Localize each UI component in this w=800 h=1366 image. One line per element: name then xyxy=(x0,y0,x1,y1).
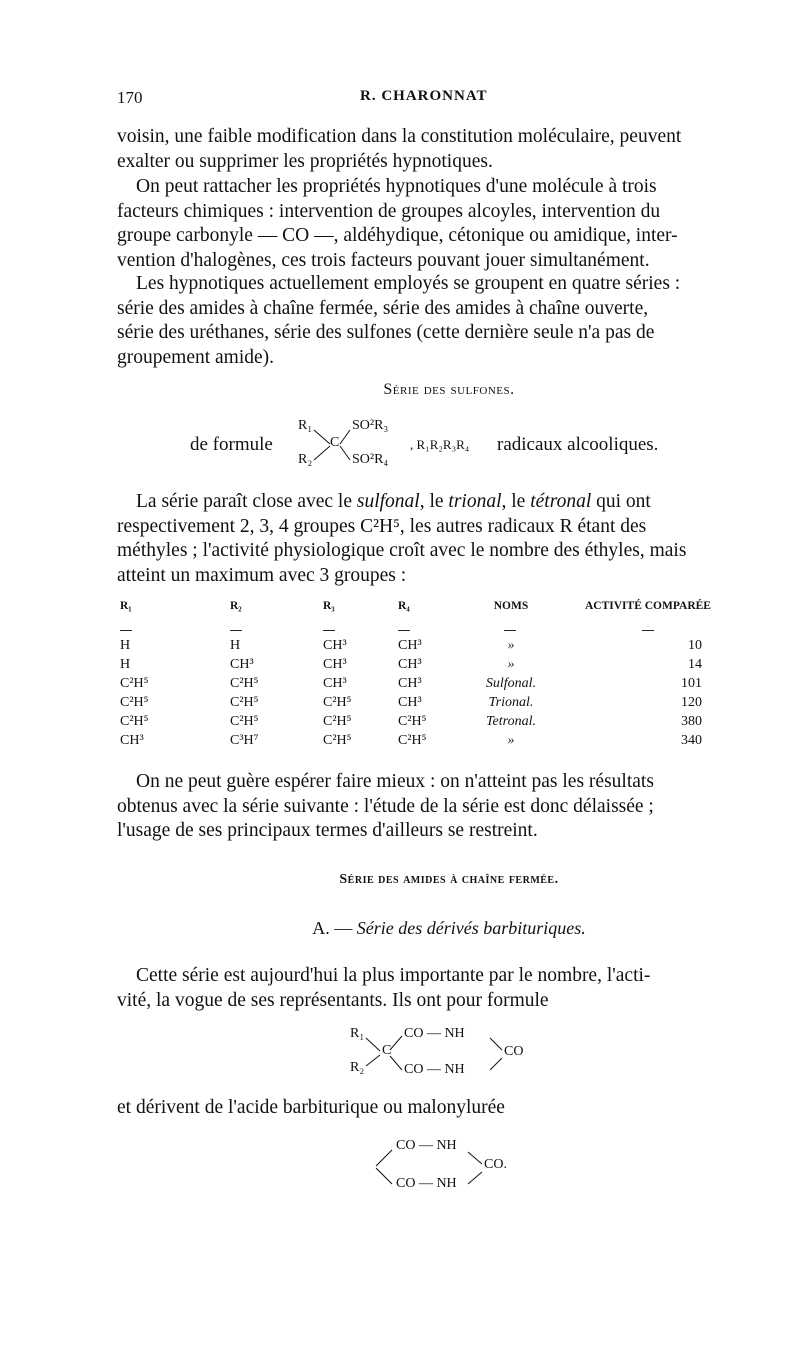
table-row xyxy=(118,733,778,752)
header-r4: R₄ xyxy=(398,600,410,612)
header-noms: NOMS xyxy=(493,600,529,612)
formula-co-nh-bottom: CO — NH xyxy=(396,1176,457,1191)
cell-r1: C²H⁵ xyxy=(120,676,149,691)
divider xyxy=(230,630,242,631)
formula-radicals: , R₁R₂R₃R₄ xyxy=(410,437,470,452)
cell-activity: 101 xyxy=(681,676,702,691)
subsection-title: Série des dérivés barbituriques. xyxy=(356,918,586,938)
text-run: La série paraît close avec le xyxy=(136,491,357,512)
cell-r2: C²H⁵ xyxy=(230,676,259,691)
table-header-row xyxy=(118,600,778,638)
subsection-label: A. xyxy=(312,918,330,938)
cell-r1: CH³ xyxy=(120,733,144,748)
header-activite: ACTIVITÉ COMPARÉE xyxy=(585,600,711,612)
cell-r2: C²H⁵ xyxy=(230,714,259,729)
term-trional: trional xyxy=(448,491,502,512)
text-line: méthyles ; l'activité physiologique croît avec le nombre des éthyles, mais xyxy=(117,540,687,562)
paragraph-malonylurea: et dérivent de l'acide barbiturique ou malonylurée xyxy=(117,1097,505,1118)
text-line: voisin, une faible modification dans la constitution moléculaire, peuvent xyxy=(117,126,682,147)
cell-name: » xyxy=(507,638,515,653)
sulfone-formula xyxy=(190,418,790,474)
formula-suffix-text: radicaux alcooliques. xyxy=(497,434,659,455)
text-line: groupement amide). xyxy=(117,346,275,368)
divider xyxy=(642,630,654,631)
term-tetronal: tétronal xyxy=(530,491,592,512)
cell-r2: C³H⁷ xyxy=(230,733,259,748)
cell-r3: CH³ xyxy=(323,676,347,691)
text-line: série des uréthanes, série des sulfones (cette dernière seule n'a pas de xyxy=(117,322,655,344)
paragraph-conclusion xyxy=(117,770,781,844)
paragraph-series xyxy=(117,272,781,370)
text-line: Les hypnotiques actuellement employés se groupent en quatre séries : xyxy=(136,273,681,294)
cell-name: Trional. xyxy=(488,695,534,710)
formula-r2: R₂ xyxy=(298,452,313,467)
text-run: , le xyxy=(419,491,449,512)
formula-co-right: CO. xyxy=(484,1157,507,1172)
text-line: facteurs chimiques : intervention de groupes alcoyles, intervention du xyxy=(117,200,661,222)
cell-activity: 340 xyxy=(681,733,702,748)
divider xyxy=(120,630,132,631)
cell-r4: C²H⁵ xyxy=(398,714,427,729)
formula-so-bottom: SO²R₄ xyxy=(352,452,389,467)
table-row xyxy=(118,695,778,714)
cell-activity: 14 xyxy=(688,657,702,672)
paragraph-factors xyxy=(117,175,781,273)
cell-r2: C²H⁵ xyxy=(230,695,259,710)
section-title-amides: Série des amides à chaîne fermée. xyxy=(339,872,559,887)
cell-activity: 10 xyxy=(688,638,702,653)
divider xyxy=(398,630,410,631)
text-line: obtenus avec la série suivante : l'étude de la série est donc délaissée ; xyxy=(117,795,654,817)
cell-r1: H xyxy=(120,657,131,672)
cell-r2: H xyxy=(230,638,241,653)
sulfone-activity-table xyxy=(118,600,778,752)
text-line: vité, la vogue de ses représentants. Ils ont pour formule xyxy=(117,989,549,1011)
text-line: On peut rattacher les propriétés hypnotiques d'une molécule à trois xyxy=(136,176,657,197)
cell-r2: CH³ xyxy=(230,657,254,672)
cell-activity: 380 xyxy=(681,714,702,729)
table-row xyxy=(118,714,778,733)
formula-co-nh-top: CO — NH xyxy=(396,1138,457,1153)
paragraph-barbiturates xyxy=(117,964,781,1013)
formula-co-right: CO xyxy=(504,1044,524,1059)
formula-so-top: SO²R₃ xyxy=(352,418,389,433)
page-number: 170 xyxy=(117,88,143,107)
text-line: l'usage de ses principaux termes d'ailleurs se restreint. xyxy=(117,820,538,842)
cell-r3: CH³ xyxy=(323,657,347,672)
header-r3: R₃ xyxy=(323,600,335,612)
subsection-dash: — xyxy=(334,918,353,938)
formula-c: C xyxy=(330,435,340,450)
malonylurea-formula xyxy=(372,1138,532,1196)
cell-r1: H xyxy=(120,638,131,653)
paragraph-sulfonal xyxy=(117,490,781,588)
table-row xyxy=(118,676,778,695)
formula-c: C xyxy=(382,1043,392,1058)
text-line: respectivement 2, 3, 4 groupes C²H⁵, les autres radicaux R étant des xyxy=(117,515,647,537)
header-r1: R₁ xyxy=(120,600,132,612)
cell-r4: CH³ xyxy=(398,695,422,710)
cell-name: » xyxy=(507,733,515,748)
formula-r1: R₁ xyxy=(298,418,313,433)
text-line: exalter ou supprimer les propriétés hypnotiques. xyxy=(117,150,493,172)
cell-r4: C²H⁵ xyxy=(398,733,427,748)
cell-r3: C²H⁵ xyxy=(323,733,352,748)
cell-activity: 120 xyxy=(681,695,702,710)
cell-r3: CH³ xyxy=(323,638,347,653)
cell-r1: C²H⁵ xyxy=(120,714,149,729)
formula-r2: R₂ xyxy=(350,1060,365,1075)
intro-paragraph xyxy=(117,125,781,174)
text-line: groupe carbonyle — CO —, aldéhydique, cétonique ou amidique, inter- xyxy=(117,225,678,247)
cell-name: Tetronal. xyxy=(486,714,536,729)
cell-r3: C²H⁵ xyxy=(323,695,352,710)
formula-prefix: de formule xyxy=(190,434,273,455)
cell-r4: CH³ xyxy=(398,676,422,691)
cell-r4: CH³ xyxy=(398,657,422,672)
table-row xyxy=(118,638,778,657)
barbiturate-formula xyxy=(340,1024,540,1082)
cell-r3: C²H⁵ xyxy=(323,714,352,729)
term-sulfonal: sulfonal xyxy=(356,491,420,512)
divider xyxy=(323,630,335,631)
table-row xyxy=(118,657,778,676)
cell-r1: C²H⁵ xyxy=(120,695,149,710)
text-line: Cette série est aujourd'hui la plus importante par le nombre, l'acti- xyxy=(136,965,651,986)
formula-co-nh-bottom: CO — NH xyxy=(404,1062,465,1077)
text-run: qui ont xyxy=(591,491,651,512)
divider xyxy=(504,630,516,631)
section-title-sulfones: Série des sulfones. xyxy=(383,381,515,398)
table-body xyxy=(118,638,778,752)
formula-co-nh-top: CO — NH xyxy=(404,1026,465,1041)
text-line: atteint un maximum avec 3 groupes : xyxy=(117,564,407,586)
cell-name: Sulfonal. xyxy=(485,676,537,691)
formula-r1: R₁ xyxy=(350,1026,365,1041)
header-r2: R₂ xyxy=(230,600,242,612)
cell-r4: CH³ xyxy=(398,638,422,653)
subsection-heading xyxy=(117,918,781,939)
text-run: , le xyxy=(501,491,531,512)
cell-name: » xyxy=(507,657,515,672)
text-line: série des amides à chaîne fermée, série des amides à chaîne ouverte, xyxy=(117,297,649,319)
running-head: R. CHARONNAT xyxy=(360,88,488,104)
text-line: On ne peut guère espérer faire mieux : on n'atteint pas les résultats xyxy=(136,771,654,792)
text-line: vention d'halogènes, ces trois facteurs pouvant jouer simultanément. xyxy=(117,249,650,271)
text-line xyxy=(117,490,781,515)
